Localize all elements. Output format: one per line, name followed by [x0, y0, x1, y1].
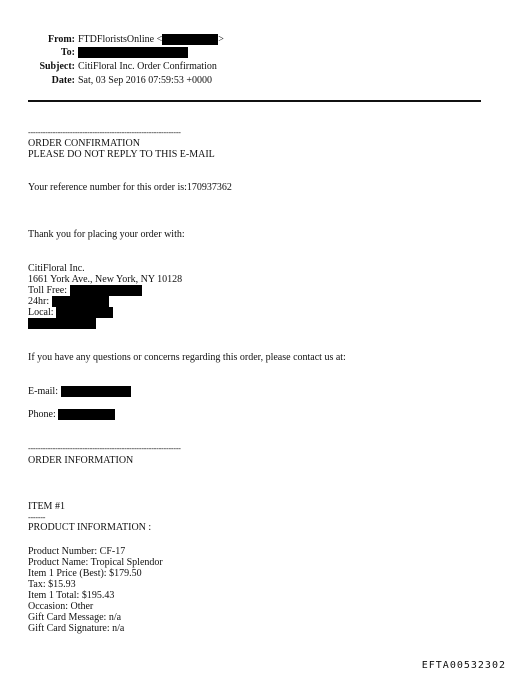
order-information-heading: ORDER INFORMATION	[28, 455, 134, 466]
redaction-bar	[56, 307, 113, 318]
redaction-bar	[52, 296, 109, 307]
redaction-bar	[70, 285, 142, 296]
extra-redacted-line	[28, 318, 96, 329]
redaction-bar	[78, 47, 188, 58]
questions-text: If you have any questions or concerns regarding this order, please contact us at:	[28, 352, 346, 363]
from-label: From:	[47, 34, 75, 45]
from-sender-end: >	[218, 34, 224, 45]
item-heading: ITEM #1	[28, 501, 65, 512]
section-dashes: --------------------------------------------------------------	[28, 444, 181, 453]
hr24-label: 24hr:	[28, 296, 50, 307]
gift-card-message: Gift Card Message: n/a	[28, 612, 122, 623]
hr24-line	[28, 296, 109, 307]
tax: Tax: $15.93	[28, 579, 76, 590]
subject-value: CitiFloral Inc. Order Confirmation	[78, 61, 217, 72]
date-label: Date:	[51, 75, 75, 86]
thank-you-text: Thank you for placing your order with:	[28, 229, 185, 240]
email-line	[28, 386, 131, 397]
item-price: Item 1 Price (Best): $179.50	[28, 568, 142, 579]
item-total: Item 1 Total: $195.43	[28, 590, 115, 601]
to-label: To:	[60, 47, 75, 58]
phone-line	[28, 409, 115, 420]
local-label: Local:	[28, 307, 54, 318]
email-label: E-mail:	[28, 386, 58, 397]
toll-free-label: Toll Free:	[28, 285, 68, 296]
redaction-bar	[28, 318, 96, 329]
date-value: Sat, 03 Sep 2016 07:59:53 +0000	[78, 75, 212, 86]
reference-number: Your reference number for this order is:170937362	[28, 182, 232, 193]
product-name: Product Name: Tropical Splendor	[28, 557, 163, 568]
redaction-bar	[162, 34, 218, 45]
product-number: Product Number: CF-17	[28, 546, 126, 557]
no-reply-notice: PLEASE DO NOT REPLY TO THIS E-MAIL	[28, 149, 215, 160]
document-id: EFTA00532302	[421, 660, 506, 671]
company-address: 1661 York Ave., New York, NY 10128	[28, 274, 183, 285]
item-dashes: -------	[28, 513, 46, 522]
from-sender-text: FTDFloristsOnline <	[78, 34, 163, 45]
toll-free-line	[28, 285, 142, 296]
local-line	[28, 307, 113, 318]
section-dashes: --------------------------------------------------------------	[28, 128, 181, 137]
occasion: Occasion: Other	[28, 601, 94, 612]
to-value	[78, 47, 188, 58]
subject-label: Subject:	[39, 61, 75, 72]
product-information-heading: PRODUCT INFORMATION :	[28, 522, 152, 533]
company-name: CitiFloral Inc.	[28, 263, 85, 274]
redaction-bar	[58, 409, 115, 420]
from-value	[78, 34, 224, 45]
phone-label: Phone:	[28, 409, 56, 420]
redaction-bar	[61, 386, 131, 397]
header-divider	[28, 100, 481, 102]
gift-card-signature: Gift Card Signature: n/a	[28, 623, 125, 634]
order-confirmation-heading: ORDER CONFIRMATION	[28, 138, 140, 149]
